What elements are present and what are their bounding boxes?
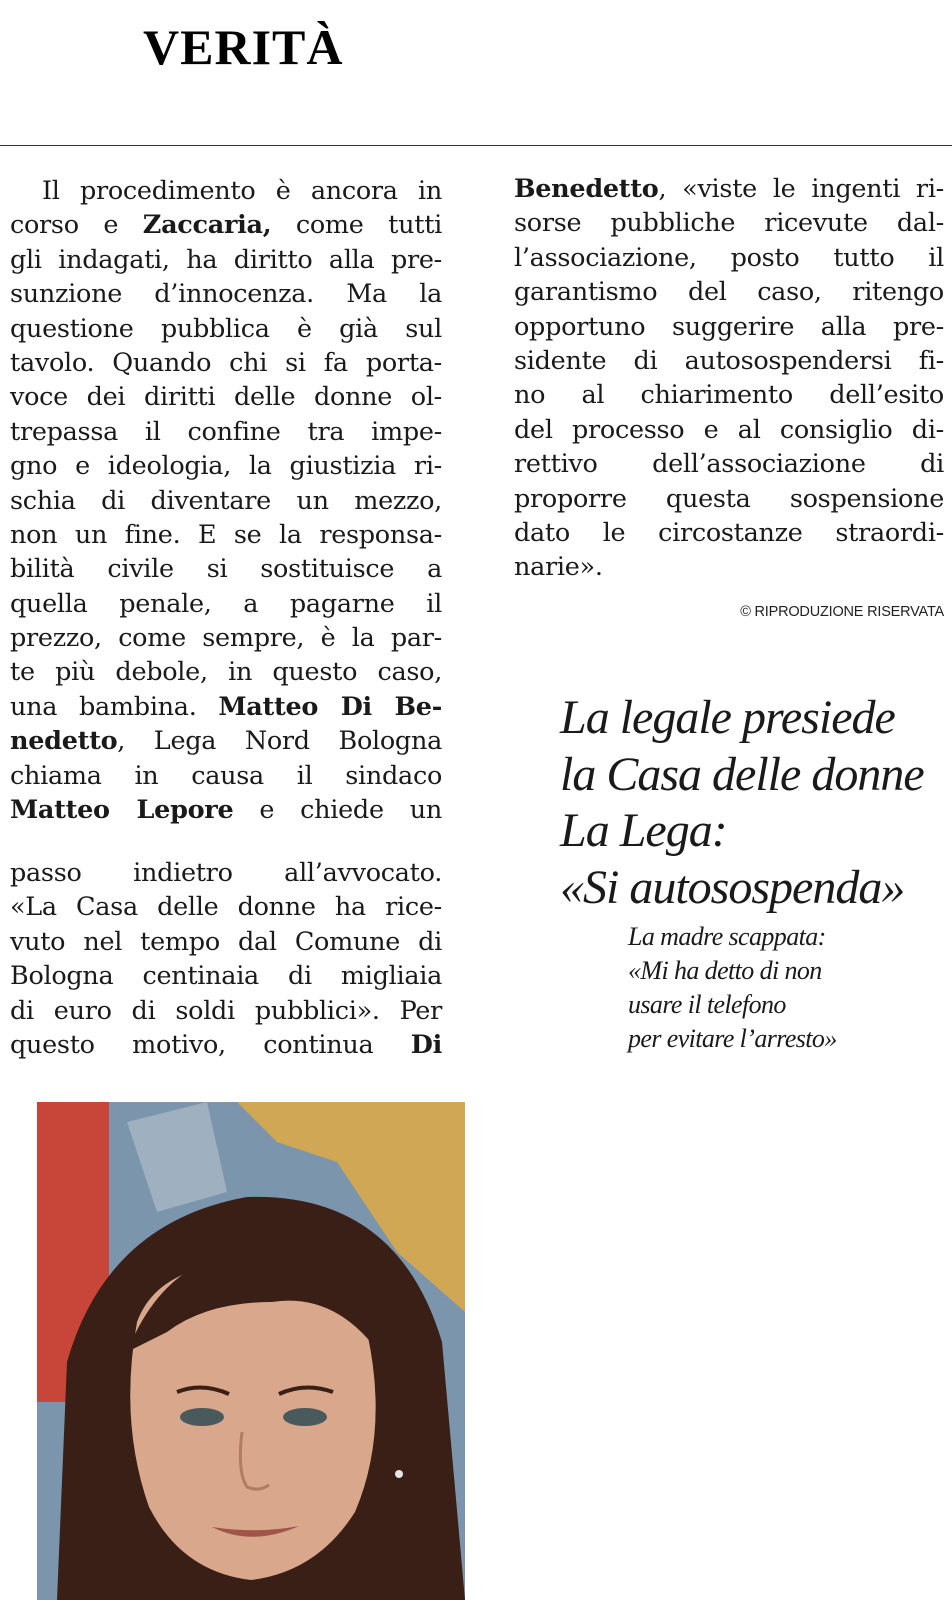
article-line bbox=[10, 925, 442, 959]
line-text: sunzione d’innocenza. Ma la bbox=[10, 279, 442, 310]
headline-line-1: La legale presiede bbox=[560, 691, 895, 744]
line-text: sorse pubbliche ricevute dal- bbox=[514, 208, 944, 239]
article-right-column bbox=[514, 172, 944, 585]
article-line bbox=[10, 890, 442, 924]
line-text: garantismo del caso, ritengo bbox=[514, 277, 944, 308]
article-left-column-top bbox=[10, 174, 442, 827]
article-line bbox=[514, 241, 944, 275]
header-rule bbox=[0, 145, 952, 146]
article-line bbox=[514, 275, 944, 309]
subheadline-line-2: «Mi ha detto di non bbox=[628, 956, 822, 985]
article-line bbox=[10, 793, 442, 827]
bold-name: Benedetto bbox=[514, 174, 659, 204]
headline bbox=[560, 690, 952, 916]
article-line bbox=[10, 174, 442, 208]
article-line bbox=[10, 312, 442, 346]
article-line bbox=[10, 994, 442, 1028]
headline-line-2: la Casa delle donne bbox=[560, 747, 924, 801]
line-text: corso e bbox=[10, 210, 143, 241]
line-text: e chiede un bbox=[233, 795, 442, 826]
line-text: narie». bbox=[514, 552, 603, 583]
article-line bbox=[10, 277, 442, 311]
line-text: schia di diventare un mezzo, bbox=[10, 485, 442, 516]
article-line bbox=[10, 346, 442, 380]
article-line bbox=[10, 380, 442, 414]
article-line bbox=[10, 1028, 442, 1062]
article-line bbox=[10, 552, 442, 586]
article-line bbox=[514, 344, 944, 378]
line-text: proporre questa sospensione bbox=[514, 483, 944, 514]
line-text: rettivo dell’associazione di bbox=[514, 449, 944, 480]
article-line bbox=[10, 959, 442, 993]
left-eye bbox=[180, 1408, 224, 1426]
article-line bbox=[514, 447, 944, 481]
line-text: gno e ideologia, la giustizia ri- bbox=[10, 451, 442, 482]
portrait-photo bbox=[37, 1102, 465, 1600]
subheadline-line-3: usare il telefono bbox=[628, 990, 786, 1019]
line-text: no al chiarimento dell’esito bbox=[514, 380, 944, 411]
article-line bbox=[10, 518, 442, 552]
portrait-illustration bbox=[37, 1102, 465, 1600]
subheadline-line-4: per evitare l’arresto» bbox=[628, 1024, 837, 1053]
earring bbox=[395, 1470, 403, 1478]
article-line bbox=[10, 208, 442, 242]
line-text: dato le circostanze straordi- bbox=[514, 517, 944, 548]
article-line bbox=[10, 484, 442, 518]
bold-name: nedetto bbox=[10, 726, 118, 757]
bold-name: Matteo Di Be- bbox=[218, 691, 442, 722]
subheadline bbox=[628, 920, 948, 1056]
line-text: questione pubblica è già sul bbox=[10, 313, 442, 344]
article-line bbox=[514, 172, 944, 206]
line-text: tavolo. Quando chi si fa porta- bbox=[10, 347, 442, 378]
headline-line-3: La Lega: bbox=[560, 804, 727, 857]
article-line bbox=[10, 856, 442, 890]
article-line bbox=[10, 243, 442, 277]
right-eye bbox=[283, 1408, 327, 1426]
line-text: una bambina. bbox=[10, 691, 219, 722]
line-text: del processo e al consiglio di- bbox=[514, 414, 944, 445]
copyright-notice: © RIPRODUZIONE RISERVATA bbox=[740, 604, 944, 620]
subheadline-line-1: La madre scappata: bbox=[628, 922, 826, 951]
bold-name: Matteo Lepore bbox=[10, 795, 234, 826]
line-text: passo indietro all’avvocato. bbox=[10, 858, 442, 888]
article-line bbox=[514, 482, 944, 516]
line-text: Bologna centinaia di migliaia bbox=[10, 961, 442, 992]
line-text: non un fine. E se la responsa- bbox=[10, 519, 442, 550]
line-text: gli indagati, ha diritto alla pre- bbox=[10, 244, 442, 275]
article-line bbox=[10, 724, 442, 758]
bold-name: Zaccaria, bbox=[142, 210, 272, 241]
line-text: come tutti bbox=[271, 210, 443, 241]
line-text: voce dei diritti delle donne ol- bbox=[10, 382, 442, 413]
article-line bbox=[514, 310, 944, 344]
article-line bbox=[10, 655, 442, 689]
bold-name: Di bbox=[410, 1029, 442, 1060]
article-line bbox=[10, 587, 442, 621]
line-text: te più debole, in questo caso, bbox=[10, 657, 442, 688]
line-text: questo motivo, continua bbox=[10, 1029, 411, 1060]
article-line bbox=[10, 449, 442, 483]
line-text: chiama in causa il sindaco bbox=[10, 760, 442, 791]
article-line bbox=[514, 516, 944, 550]
article-line bbox=[10, 415, 442, 449]
line-text: quella penale, a pagarne il bbox=[10, 588, 442, 619]
article-left-column-bottom bbox=[10, 856, 442, 1062]
article-line bbox=[10, 759, 442, 793]
line-text: di euro di soldi pubblici». Per bbox=[10, 995, 442, 1026]
article-line bbox=[514, 378, 944, 412]
article-line bbox=[10, 690, 442, 724]
line-text: trepassa il confine tra impe- bbox=[10, 416, 442, 447]
headline-line-4: «Si autosospenda» bbox=[560, 860, 905, 914]
article-line bbox=[514, 206, 944, 240]
line-text: opportuno suggerire alla pre- bbox=[514, 311, 944, 342]
article-line bbox=[514, 413, 944, 447]
line-text: vuto nel tempo dal Comune di bbox=[10, 926, 442, 957]
line-text: Il procedimento è ancora in bbox=[42, 176, 442, 206]
line-text: , Lega Nord Bologna bbox=[117, 726, 442, 757]
article-line bbox=[10, 621, 442, 655]
line-text: prezzo, come sempre, è la par- bbox=[10, 623, 442, 654]
article-line bbox=[514, 550, 944, 584]
line-text: , «viste le ingenti ri- bbox=[658, 174, 944, 204]
masthead-title: VERITÀ bbox=[143, 19, 344, 75]
line-text: «La Casa delle donne ha rice- bbox=[10, 892, 442, 923]
line-text: bilità civile si sostituisce a bbox=[10, 554, 442, 585]
line-text: sidente di autosospendersi fi- bbox=[514, 345, 944, 376]
line-text: l’associazione, posto tutto il bbox=[514, 242, 944, 273]
